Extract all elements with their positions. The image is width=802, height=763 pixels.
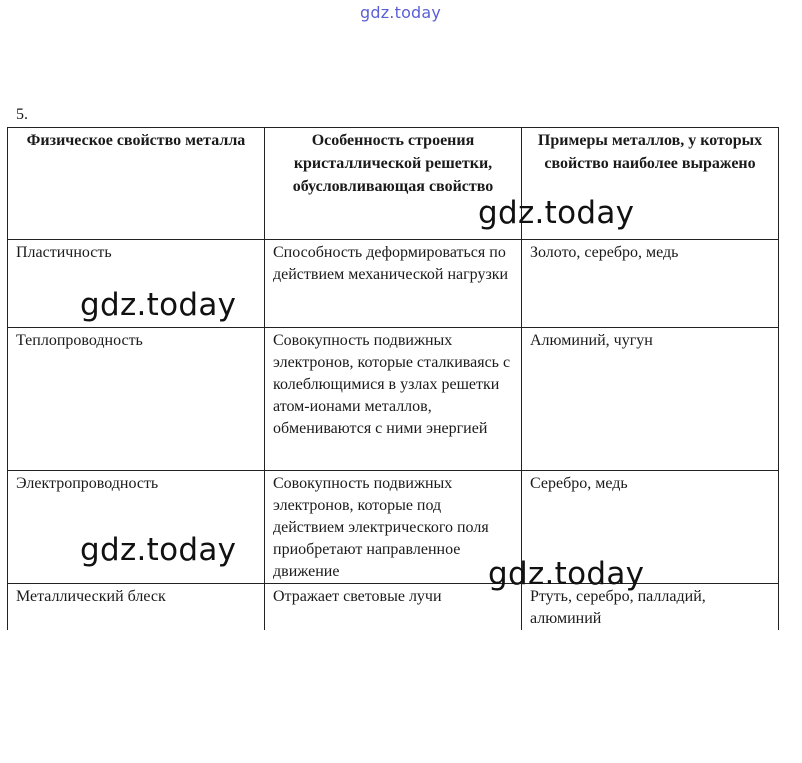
cell-property: Металлический блеск bbox=[8, 584, 265, 631]
cell-examples: Ртуть, серебро, палладий, алюминий bbox=[522, 584, 779, 631]
cell-property: Пластичность bbox=[8, 240, 265, 328]
cell-examples: Серебро, медь bbox=[522, 471, 779, 584]
watermark: gdz.today bbox=[488, 556, 645, 592]
table-row bbox=[8, 328, 779, 471]
cell-property: Электропроводность bbox=[8, 471, 265, 584]
task-number: 5. bbox=[16, 106, 28, 123]
cell-structure: Совокупность подвижных электронов, которые сталкиваясь с колеблющимися в узлах решетки атом-ионами металлов, обмениваются с ними энергией bbox=[265, 328, 522, 471]
cell-structure: Отражает световые лучи bbox=[265, 584, 522, 631]
table-row bbox=[8, 584, 779, 631]
watermark: gdz.today bbox=[478, 195, 635, 231]
header-examples: Примеры металлов, у которых свойство наиболее выражено bbox=[522, 128, 779, 240]
header-property: Физическое свойство металла bbox=[8, 128, 265, 240]
site-watermark-top: gdz.today bbox=[360, 3, 442, 22]
cell-structure: Способность деформироваться по действием механической нагрузки bbox=[265, 240, 522, 328]
cell-examples: Алюминий, чугун bbox=[522, 328, 779, 471]
cell-structure: Совокупность подвижных электронов, которые под действием электрического поля приобретают направленное движение bbox=[265, 471, 522, 584]
table-header-row bbox=[8, 128, 779, 240]
watermark: gdz.today bbox=[80, 287, 237, 323]
cell-examples: Золото, серебро, медь bbox=[522, 240, 779, 328]
cell-property: Теплопроводность bbox=[8, 328, 265, 471]
header-structure: Особенность строения кристаллической решетки, обусловливающая свойство bbox=[265, 128, 522, 240]
page-bottom-blank bbox=[0, 652, 802, 763]
watermark: gdz.today bbox=[80, 532, 237, 568]
